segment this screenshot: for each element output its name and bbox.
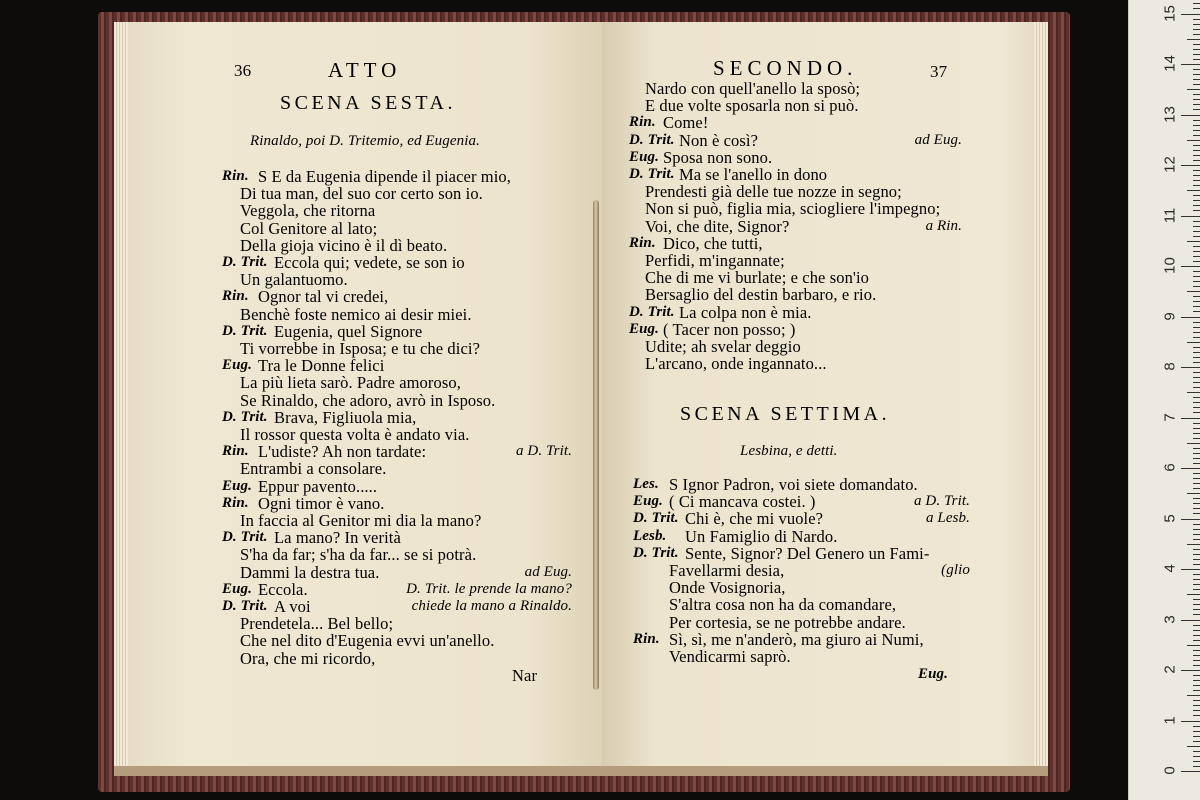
ruler-tick — [1193, 640, 1200, 641]
stage-direction: a Lesb. — [925, 510, 970, 527]
ruler-tick — [1193, 286, 1200, 287]
speaker-label: D. Trit. — [222, 598, 268, 614]
speaker-label: D. Trit. — [633, 510, 679, 527]
ruler-tick — [1193, 357, 1200, 358]
ruler-tick — [1193, 584, 1200, 585]
ruler-number: 12 — [1161, 156, 1179, 173]
verse-line: In faccia al Genitor mi dia la mano? — [240, 511, 482, 530]
ruler-tick — [1193, 513, 1200, 514]
page-bottom-edge — [114, 766, 1048, 776]
stage-direction: a D. Trit. — [913, 493, 970, 510]
ruler-tick — [1193, 311, 1200, 312]
ruler-tick — [1181, 468, 1200, 469]
ruler-tick — [1193, 145, 1200, 146]
stage-direction: a Rin. — [925, 217, 962, 234]
ruler-tick — [1193, 120, 1200, 121]
ruler-tick — [1193, 210, 1200, 211]
ruler-tick — [1193, 458, 1200, 459]
verse-line: Entrambi a consolare. — [240, 459, 387, 479]
ruler-tick — [1193, 539, 1200, 540]
ruler-tick — [1193, 200, 1200, 201]
ruler-tick — [1193, 362, 1200, 363]
ruler-number: 5 — [1161, 513, 1179, 523]
ruler-tick — [1193, 261, 1200, 262]
verse-line: Ogni timor è vano. — [258, 493, 385, 513]
ruler-tick — [1193, 352, 1200, 353]
ruler-tick — [1193, 423, 1200, 424]
verse-line: E due volte sposarla non si può. — [645, 96, 859, 116]
ruler-tick — [1193, 579, 1200, 580]
ruler-tick — [1193, 700, 1200, 701]
verse-line: La mano? In verità — [274, 528, 401, 548]
ruler-tick — [1193, 609, 1200, 610]
speaker-label: Les. — [633, 476, 659, 492]
ruler-tick — [1187, 89, 1200, 90]
ruler-tick — [1193, 44, 1200, 45]
verse-line: Sposa non sono. — [663, 147, 773, 167]
verse-line: Un Famiglio di Nardo. — [685, 526, 838, 546]
ruler-tick — [1193, 332, 1200, 333]
ruler-tick — [1193, 387, 1200, 388]
ruler-tick — [1193, 397, 1200, 398]
ruler-tick — [1193, 726, 1200, 727]
ruler-number: 15 — [1161, 4, 1179, 22]
ruler-number: 7 — [1161, 412, 1179, 422]
ruler-tick — [1193, 69, 1200, 70]
ruler-tick — [1193, 24, 1200, 25]
ruler-tick — [1193, 705, 1200, 706]
verse-line: Sì, sì, me n'anderò, ma giuro ai Numi, — [669, 629, 924, 649]
ruler-tick — [1193, 256, 1200, 257]
ruler-tick — [1193, 155, 1200, 156]
ruler-tick — [1193, 301, 1200, 302]
verse-line: La più lieta sarò. Padre amoroso, — [240, 373, 461, 393]
ruler-tick — [1193, 54, 1200, 55]
ruler-tick — [1193, 599, 1200, 600]
ruler-number: 13 — [1161, 105, 1179, 123]
speaker-label: D. Trit. — [222, 408, 268, 425]
stage-direction: chiede la mano a Rinaldo. — [411, 598, 572, 614]
stage-direction: ad Eug. — [524, 563, 572, 580]
speaker-label: Rin. — [222, 168, 249, 184]
verse-line: ( Ci mancava costei. ) — [669, 492, 816, 512]
speaker-label: D. Trit. — [629, 131, 675, 148]
ruler-tick — [1181, 367, 1200, 368]
ruler-tick — [1181, 519, 1200, 520]
ruler-tick — [1193, 296, 1200, 297]
ruler-tick — [1193, 690, 1200, 691]
verse-line: Ora, che mi ricordo, — [240, 648, 376, 668]
ruler-tick — [1193, 8, 1200, 9]
verse-line: Veggola, che ritorna — [240, 201, 376, 221]
speaker-label: Rin. — [629, 114, 656, 131]
right-catchword: Eug. — [918, 666, 948, 682]
ruler-tick — [1193, 251, 1200, 252]
ruler-number: 9 — [1161, 311, 1179, 321]
ruler-tick — [1193, 574, 1200, 575]
right-scene-cast: Lesbina, e detti. — [740, 443, 838, 459]
ruler-tick — [1193, 680, 1200, 681]
ruler-tick — [1193, 130, 1200, 131]
ruler-tick — [1193, 463, 1200, 464]
ruler-tick — [1193, 402, 1200, 403]
verse-line: Benchè foste nemico ai desir miei. — [240, 304, 472, 324]
stage-direction: ad Eug. — [914, 131, 962, 148]
ruler-tick — [1187, 594, 1200, 595]
ruler-tick — [1193, 448, 1200, 449]
ruler-tick — [1193, 498, 1200, 499]
ruler-tick — [1193, 29, 1200, 30]
ruler-tick — [1187, 695, 1200, 696]
ruler-tick — [1193, 135, 1200, 136]
speaker-label: Rin. — [222, 443, 249, 460]
ruler-tick — [1193, 564, 1200, 565]
ruler-tick — [1193, 281, 1200, 282]
right-scene-title: SCENA SETTIMA. — [680, 403, 891, 425]
verse-line: Dico, che tutti, — [663, 233, 763, 253]
verse-line: Che nel dito d'Eugenia evvi un'anello. — [240, 631, 495, 651]
ruler-tick — [1181, 64, 1200, 65]
ruler-tick — [1193, 741, 1200, 742]
ruler-tick — [1181, 165, 1200, 166]
ruler-tick — [1193, 84, 1200, 85]
ruler-tick — [1181, 216, 1200, 217]
left-running-head: ATTO — [328, 58, 402, 82]
ruler-tick — [1193, 554, 1200, 555]
verse-line: Il rossor questa volta è andato via. — [240, 425, 470, 444]
ruler-tick — [1187, 645, 1200, 646]
speaker-label: D. Trit. — [633, 544, 679, 561]
ruler-tick — [1193, 503, 1200, 504]
ruler-tick — [1187, 291, 1200, 292]
ruler-tick — [1193, 231, 1200, 232]
ruler-tick — [1181, 115, 1200, 116]
ruler-tick — [1193, 347, 1200, 348]
ruler-tick — [1193, 412, 1200, 413]
verse-line: La colpa non è mia. — [679, 302, 812, 322]
verse-line: A voi — [274, 597, 311, 616]
ruler-tick — [1193, 382, 1200, 383]
ruler-tick — [1193, 604, 1200, 605]
stage-direction: a D. Trit. — [515, 443, 572, 460]
ruler-tick — [1193, 736, 1200, 737]
right-page-edge — [1034, 22, 1048, 774]
measuring-ruler — [1128, 0, 1200, 800]
ruler-tick — [1193, 49, 1200, 50]
ruler-number: 4 — [1161, 564, 1179, 573]
ruler-tick — [1193, 655, 1200, 656]
verse-line: Vendicarmi saprò. — [669, 647, 791, 666]
ruler-tick — [1193, 433, 1200, 434]
ruler-tick — [1193, 322, 1200, 323]
ruler-tick — [1193, 170, 1200, 171]
verse-line: Per cortesia, se ne potrebbe andare. — [669, 612, 906, 632]
ruler-number: 1 — [1161, 715, 1179, 725]
ruler-number: 3 — [1161, 614, 1179, 624]
ruler-tick — [1193, 488, 1200, 489]
ruler-tick — [1193, 483, 1200, 484]
speaker-label: Lesb. — [633, 527, 667, 544]
verse-line: Bersaglio del destin barbaro, e rio. — [645, 285, 877, 305]
ruler-tick — [1181, 569, 1200, 570]
ruler-tick — [1193, 185, 1200, 186]
speaker-label: Eug. — [222, 580, 252, 597]
ruler-tick — [1193, 150, 1200, 151]
ruler-number: 0 — [1161, 766, 1179, 775]
verse-line: Prendesti già delle tue nozze in segno; — [645, 182, 902, 202]
verse-line: Non si può, figlia mia, sciogliere l'impegno; — [645, 199, 941, 219]
ruler-tick — [1193, 246, 1200, 247]
verse-line: Se Rinaldo, che adoro, avrò in Isposo. — [240, 390, 496, 410]
left-catchword: Nar — [512, 666, 538, 685]
verse-line: Come! — [663, 113, 709, 133]
ruler-tick — [1193, 160, 1200, 161]
verse-line: S E da Eugenia dipende il piacer mio, — [258, 167, 511, 186]
verse-line: S'altra cosa non ha da comandare, — [669, 595, 897, 615]
speaker-label: Rin. — [629, 234, 656, 251]
verse-line: Tra le Donne felici — [258, 356, 385, 376]
verse-line: Non è così? — [679, 130, 758, 150]
verse-line: Eccola qui; vedete, se son io — [274, 253, 465, 272]
ruler-tick — [1193, 665, 1200, 666]
verse-line: L'arcano, onde ingannato... — [645, 354, 827, 374]
verse-line: Eccola. — [258, 579, 308, 599]
ruler-tick — [1193, 589, 1200, 590]
ruler-tick — [1187, 746, 1200, 747]
ruler-tick — [1193, 630, 1200, 631]
verse-line: Dammi la destra tua. — [240, 562, 380, 582]
verse-line: ( Tacer non posso; ) — [663, 319, 796, 339]
verse-line: Ognor tal vi credei, — [258, 287, 389, 307]
ruler-tick — [1187, 190, 1200, 191]
left-scene-cast: Rinaldo, poi D. Tritemio, ed Eugenia. — [250, 133, 480, 149]
speaker-label: D. Trit. — [222, 322, 268, 339]
ruler-tick — [1193, 766, 1200, 767]
ruler-tick — [1193, 685, 1200, 686]
ruler-tick — [1187, 342, 1200, 343]
ruler-tick — [1193, 473, 1200, 474]
ruler-tick — [1193, 180, 1200, 181]
ruler-tick — [1193, 327, 1200, 328]
ruler-tick — [1187, 140, 1200, 141]
ruler-tick — [1193, 453, 1200, 454]
ruler-tick — [1193, 438, 1200, 439]
ruler-tick — [1193, 675, 1200, 676]
ruler-tick — [1187, 443, 1200, 444]
ruler-tick — [1193, 660, 1200, 661]
speaker-label: D. Trit. — [222, 529, 268, 546]
ruler-tick — [1187, 241, 1200, 242]
ruler-tick — [1193, 751, 1200, 752]
ruler-tick — [1193, 236, 1200, 237]
ruler-tick — [1193, 377, 1200, 378]
ruler-tick — [1181, 620, 1200, 621]
ruler-tick — [1193, 34, 1200, 35]
speaker-label: Rin. — [633, 630, 660, 647]
ruler-tick — [1181, 266, 1200, 267]
verse-line: Della gioja vicino è il dì beato. — [240, 235, 448, 255]
verse-line: Di tua man, del suo cor certo son io. — [240, 184, 483, 204]
ruler-tick — [1193, 19, 1200, 20]
ruler-tick — [1193, 104, 1200, 105]
ruler-tick — [1193, 710, 1200, 711]
speaker-label: Eug. — [222, 357, 252, 374]
ruler-tick — [1193, 549, 1200, 550]
ruler-number: 10 — [1161, 257, 1179, 274]
left-scene-title: SCENA SESTA. — [280, 92, 456, 114]
ruler-tick — [1193, 271, 1200, 272]
verse-line: L'udiste? Ah non tardate: — [258, 442, 427, 462]
verse-line: Voi, che dite, Signor? — [645, 216, 790, 236]
ruler-tick — [1181, 771, 1200, 772]
ruler-tick — [1193, 756, 1200, 757]
ruler-tick — [1193, 221, 1200, 222]
book-gutter — [593, 200, 599, 690]
ruler-tick — [1193, 125, 1200, 126]
right-page-number: 37 — [930, 62, 948, 81]
ruler-number: 8 — [1161, 362, 1179, 371]
ruler-tick — [1187, 493, 1200, 494]
verse-line: Brava, Figliuola mia, — [274, 407, 417, 427]
verse-line: Col Genitore al lato; — [240, 218, 378, 238]
ruler-tick — [1193, 205, 1200, 206]
verse-line: Eugenia, quel Signore — [274, 321, 423, 341]
verse-line: Udite; ah svelar deggio — [645, 337, 801, 356]
ruler-tick — [1193, 508, 1200, 509]
ruler-tick — [1193, 276, 1200, 277]
speaker-label: Eug. — [629, 148, 659, 165]
ruler-tick — [1193, 79, 1200, 80]
ruler-tick — [1193, 625, 1200, 626]
ruler-tick — [1187, 39, 1200, 40]
verse-line: Onde Vosignoria, — [669, 578, 786, 598]
ruler-tick — [1193, 428, 1200, 429]
ruler-tick — [1181, 14, 1200, 15]
ruler-tick — [1193, 478, 1200, 479]
ruler-tick — [1193, 99, 1200, 100]
speaker-label: Eug. — [633, 493, 663, 510]
speaker-label: Rin. — [222, 494, 249, 511]
ruler-tick — [1193, 529, 1200, 530]
ruler-tick — [1193, 407, 1200, 408]
ruler-tick — [1193, 94, 1200, 95]
ruler-tick — [1193, 614, 1200, 615]
ruler-tick — [1193, 226, 1200, 227]
ruler-tick — [1193, 59, 1200, 60]
ruler-tick — [1193, 761, 1200, 762]
verse-line: Chi è, che mi vuole? — [685, 509, 824, 529]
ruler-tick — [1187, 544, 1200, 545]
ruler-tick — [1193, 372, 1200, 373]
ruler-number: 14 — [1161, 55, 1179, 72]
speaker-label: Eug. — [629, 320, 659, 337]
ruler-tick — [1193, 3, 1200, 4]
verse-line: Nardo con quell'anello la sposò; — [645, 79, 861, 98]
left-page-edge — [114, 22, 128, 774]
verse-line: Ma se l'anello in dono — [679, 165, 828, 184]
ruler-tick — [1193, 715, 1200, 716]
stage-direction: (glio — [941, 562, 970, 578]
ruler-tick — [1193, 337, 1200, 338]
ruler-tick — [1181, 418, 1200, 419]
verse-line: Eppur pavento..... — [258, 476, 378, 496]
speaker-label: D. Trit. — [629, 166, 675, 182]
speaker-label: Rin. — [222, 288, 249, 305]
ruler-number: 2 — [1161, 665, 1179, 674]
ruler-tick — [1193, 74, 1200, 75]
ruler-tick — [1193, 306, 1200, 307]
ruler-tick — [1193, 635, 1200, 636]
verse-line: S'ha da far; s'ha da far... se si potrà. — [240, 545, 477, 565]
verse-line: Sente, Signor? Del Genero un Fami- — [685, 543, 930, 563]
ruler-tick — [1193, 524, 1200, 525]
ruler-tick — [1181, 317, 1200, 318]
ruler-tick — [1193, 731, 1200, 732]
ruler-tick — [1193, 195, 1200, 196]
speaker-label: D. Trit. — [629, 303, 675, 320]
speaker-label: Eug. — [222, 477, 252, 494]
verse-line: Un galantuomo. — [240, 270, 348, 290]
verse-line: Perfidi, m'ingannate; — [645, 251, 785, 270]
right-running-head: SECONDO. — [713, 56, 858, 80]
ruler-tick — [1187, 392, 1200, 393]
verse-line: S Ignor Padron, voi siete domandato. — [669, 475, 918, 494]
ruler-tick — [1193, 559, 1200, 560]
speaker-label: D. Trit. — [222, 254, 268, 270]
ruler-number: 11 — [1161, 207, 1179, 223]
verse-line: Prendetela... Bel bello; — [240, 614, 394, 634]
left-page-number: 36 — [234, 61, 252, 80]
verse-line: Favellarmi desia, — [669, 561, 785, 580]
ruler-number: 6 — [1161, 463, 1179, 472]
verse-line: Che di me vi burlate; e che son'io — [645, 268, 870, 288]
ruler-tick — [1181, 721, 1200, 722]
stage-direction: D. Trit. le prende la mano? — [406, 580, 572, 597]
ruler-tick — [1193, 534, 1200, 535]
ruler-tick — [1193, 650, 1200, 651]
ruler-tick — [1181, 670, 1200, 671]
verse-line: Ti vorrebbe in Isposa; e tu che dici? — [240, 339, 480, 358]
ruler-tick — [1193, 175, 1200, 176]
ruler-tick — [1193, 109, 1200, 110]
